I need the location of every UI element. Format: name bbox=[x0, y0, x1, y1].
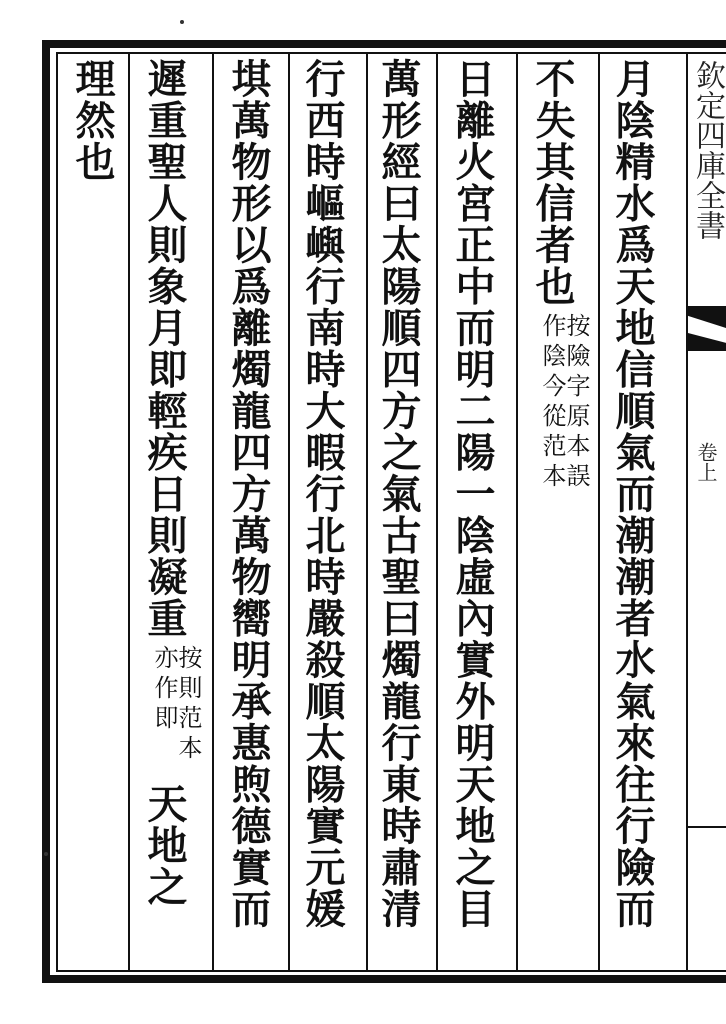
inner-rule-top bbox=[56, 52, 726, 54]
column-rule bbox=[288, 54, 290, 970]
text-column: 萬形經曰太陽順四方之氣古聖曰燭龍行東時肅清 bbox=[375, 58, 422, 930]
text-column: 月陰精水爲天地信順氣而潮潮者水氣來往行險而 bbox=[609, 58, 656, 930]
fish-tail-mark bbox=[688, 306, 726, 328]
text-column bbox=[529, 58, 590, 493]
column-rule bbox=[598, 54, 600, 970]
interlinear-note bbox=[540, 313, 588, 493]
column-rule bbox=[366, 54, 368, 970]
frame-border-left bbox=[42, 40, 50, 983]
inner-rule-left bbox=[56, 52, 58, 972]
interlinear-note bbox=[152, 645, 200, 765]
gutter-edge-rule bbox=[686, 52, 688, 970]
text-column: 理然也 bbox=[69, 58, 116, 183]
note-line: 作陰今從范本 bbox=[538, 313, 566, 493]
fish-tail-mark bbox=[688, 333, 726, 351]
column-rule bbox=[436, 54, 438, 970]
inner-rule-bottom bbox=[56, 970, 726, 972]
text-column bbox=[141, 58, 202, 908]
column-rule bbox=[516, 54, 518, 970]
column-rule bbox=[212, 54, 214, 970]
text-column: 㙋萬物形以爲離燭龍四方萬物嚮明承惠煦德實而 bbox=[225, 58, 272, 930]
gutter-tick bbox=[688, 826, 726, 828]
gutter-volume-label: 卷上 bbox=[694, 442, 718, 482]
gutter-book-title: 欽定四庫全書 bbox=[690, 60, 725, 240]
scan-speck bbox=[180, 20, 184, 24]
note-line: 按則范本 bbox=[174, 645, 202, 765]
text-column: 行西時嶇嶼行南時大暇行北時嚴殺順太陽實元媛 bbox=[299, 58, 346, 930]
scan-speck bbox=[44, 852, 48, 856]
main-text: 不失其信者也 bbox=[529, 58, 576, 307]
text-column: 日離火宮正中而明二陽一陰虛內實外明天地之目 bbox=[449, 58, 496, 930]
main-text: 遲重聖人則象月即輕疾日則凝重 bbox=[141, 58, 188, 639]
note-line: 按險字原本誤 bbox=[562, 313, 590, 493]
note-line: 亦作即 bbox=[150, 645, 178, 735]
column-rule bbox=[128, 54, 130, 970]
frame-border-bottom bbox=[42, 975, 726, 983]
frame-border-top bbox=[42, 40, 726, 48]
main-text: 天地之 bbox=[141, 783, 188, 908]
